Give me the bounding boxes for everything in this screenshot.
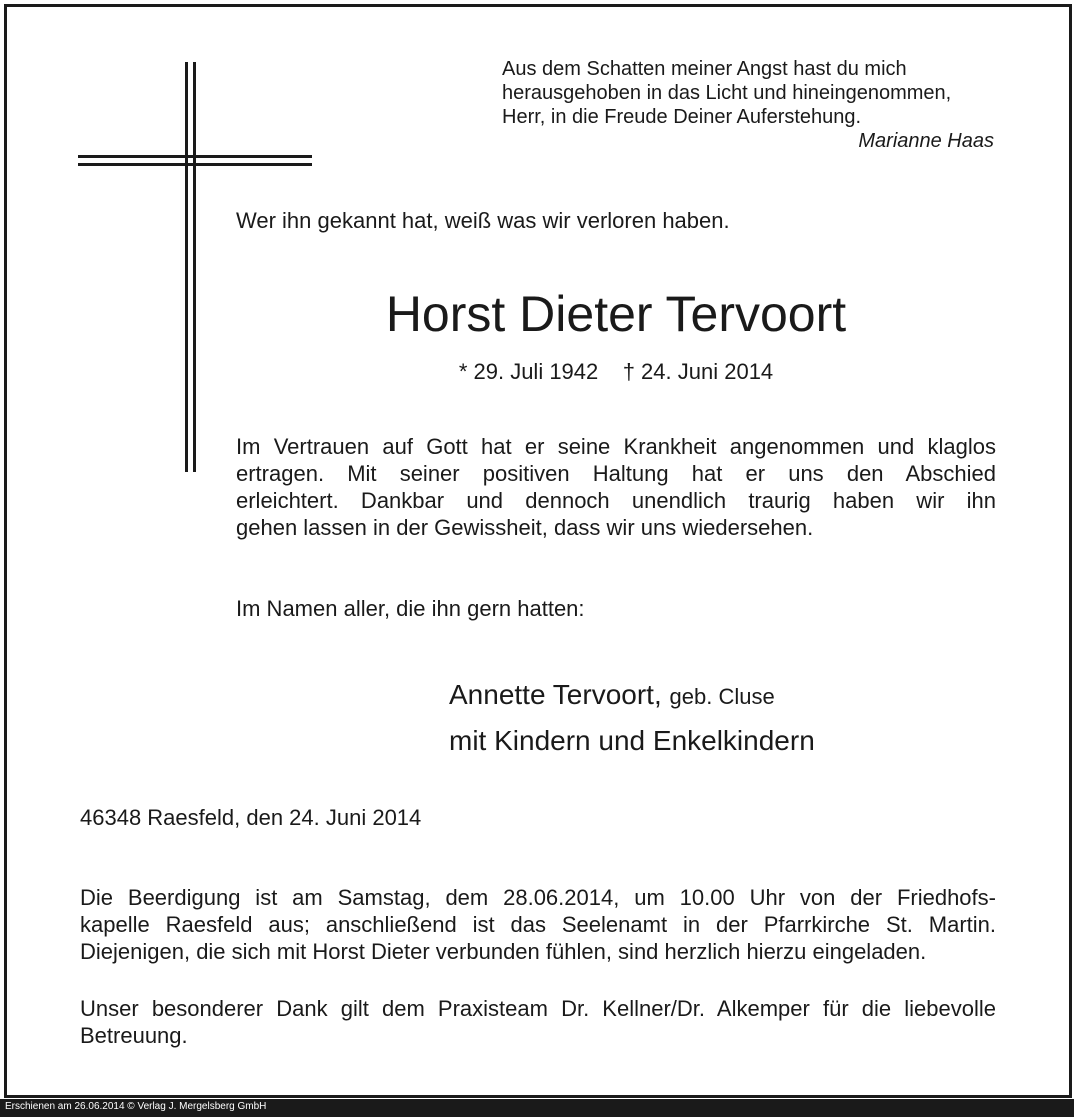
obituary-line: Im Vertrauen auf Gott hat er seine Krankheit angenommen und klaglos <box>236 434 996 459</box>
funeral-line: Die Beerdigung ist am Samstag, dem 28.06.2014, um 10.00 Uhr von der Friedhofs- <box>80 885 996 910</box>
obituary-line: gehen lassen in der Gewissheit, dass wir uns wiedersehen. <box>236 515 814 540</box>
thanks-line: Betreuung. <box>80 1023 188 1048</box>
quote-author: Marianne Haas <box>858 130 994 152</box>
publisher-footer-text: Erschienen am 26.06.2014 © Verlag J. Mergelsberg GmbH <box>5 1101 267 1112</box>
life-dates: * 29. Juli 1942 † 24. Juni 2014 <box>458 359 774 384</box>
publisher-footer <box>0 1099 1074 1117</box>
intro-line: Wer ihn gekannt hat, weiß was wir verloren haben. <box>236 208 730 233</box>
quote-line: Aus dem Schatten meiner Angst hast du mich <box>502 58 907 80</box>
signatory-name <box>449 679 775 711</box>
funeral-info <box>80 884 996 965</box>
obituary-line: ertragen. Mit seiner positiven Haltung hat er uns den Abschied <box>236 461 996 486</box>
signatory-fullname: Annette Tervoort, <box>449 679 662 710</box>
place-date: 46348 Raesfeld, den 24. Juni 2014 <box>80 805 422 830</box>
signatory-maiden-name: geb. Cluse <box>669 684 775 709</box>
on-behalf-line: Im Namen aller, die ihn gern hatten: <box>236 596 585 621</box>
bible-quote <box>502 57 994 153</box>
thanks-note <box>80 995 996 1049</box>
cross-icon <box>78 62 314 474</box>
funeral-line: kapelle Raesfeld aus; anschließend ist das Seelenamt in der Pfarrkirche St. Martin. <box>80 912 996 937</box>
thanks-line: Unser besonderer Dank gilt dem Praxisteam Dr. Kellner/Dr. Alkemper für die liebevolle <box>80 996 996 1021</box>
quote-line: herausgehoben in das Licht und hineingenommen, <box>502 82 952 104</box>
signatory-family: mit Kindern und Enkelkindern <box>449 725 815 756</box>
funeral-line: Diejenigen, die sich mit Horst Dieter verbunden fühlen, sind herzlich hierzu eingeladen. <box>80 939 927 964</box>
obituary-line: erleichtert. Dankbar und dennoch unendlich traurig haben wir ihn <box>236 488 996 513</box>
quote-line: Herr, in die Freude Deiner Auferstehung. <box>502 106 862 128</box>
deceased-name: Horst Dieter Tervoort <box>385 286 847 342</box>
obituary-text <box>236 433 996 541</box>
